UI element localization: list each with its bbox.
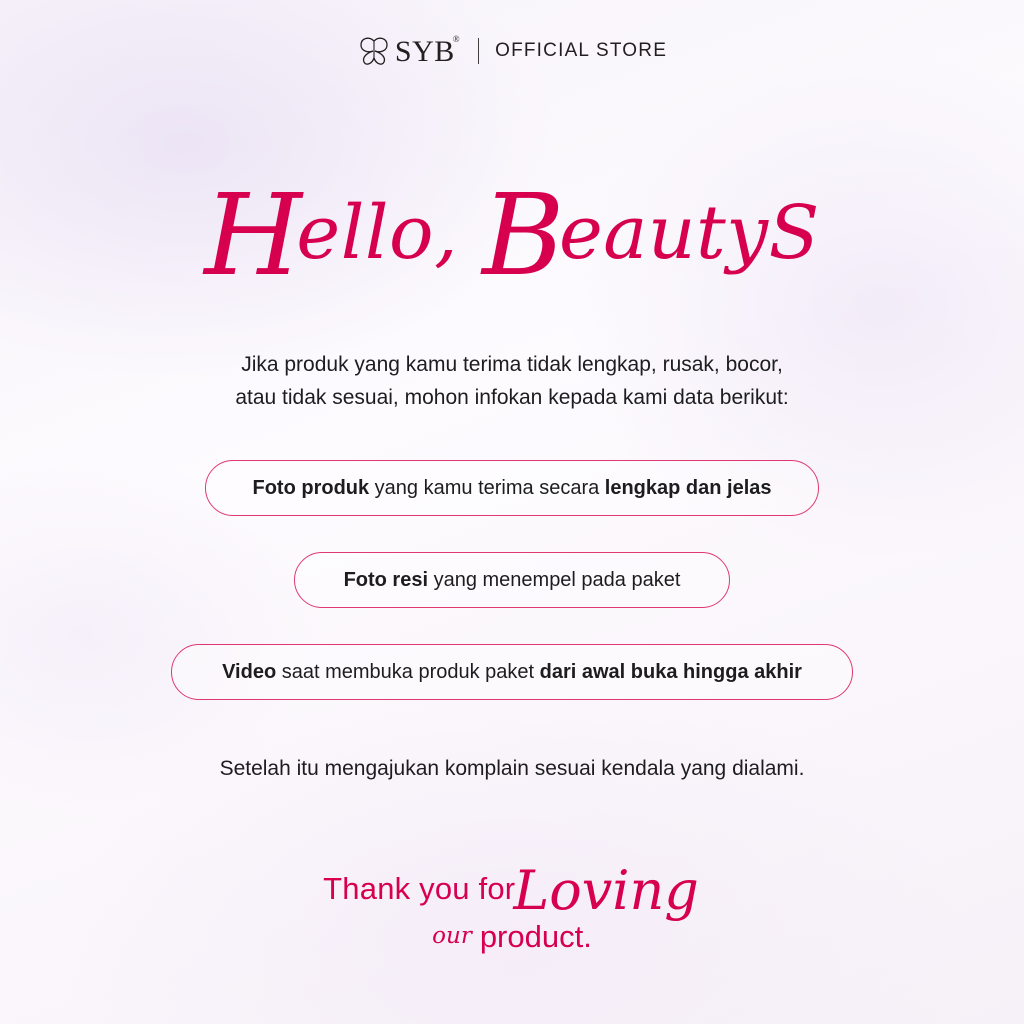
brand-header bbox=[0, 34, 1024, 68]
registered-mark: ® bbox=[452, 34, 461, 44]
thank-you-line-2 bbox=[0, 919, 1024, 955]
requirement-list bbox=[0, 460, 1024, 700]
pill-1-bold-tail: lengkap dan jelas bbox=[604, 477, 772, 499]
pill-2-bold-lead: Foto resi bbox=[343, 569, 429, 591]
page-title bbox=[0, 171, 1024, 301]
requirement-pill-foto-produk bbox=[205, 460, 819, 516]
pill-3-middle: saat membuka produk paket bbox=[276, 661, 540, 683]
brand-divider bbox=[478, 38, 479, 64]
syb-butterfly-logo-icon bbox=[357, 34, 391, 68]
pill-2-middle: yang menempel pada paket bbox=[428, 569, 681, 591]
pill-1-bold-lead: Foto produk bbox=[252, 477, 370, 499]
requirement-row-2 bbox=[0, 516, 1024, 608]
intro-paragraph bbox=[132, 348, 892, 414]
requirement-pill-foto-resi bbox=[294, 552, 730, 608]
requirement-pill-video bbox=[171, 644, 853, 700]
headline-cap-b: B bbox=[482, 171, 565, 301]
brand-lockup bbox=[357, 34, 462, 68]
intro-line-2: atau tidak sesuai, mohon infokan kepada kami data berikut: bbox=[235, 386, 789, 409]
thank-you-product: product. bbox=[479, 919, 592, 954]
intro-line-1: Jika produk yang kamu terima tidak lengkap, rusak, bocor, bbox=[241, 353, 783, 376]
thank-you-our: our bbox=[432, 923, 472, 949]
requirement-row-3 bbox=[0, 608, 1024, 700]
thank-you-script-word: Loving bbox=[513, 859, 699, 922]
requirement-row-1 bbox=[0, 460, 1024, 516]
headline-cap-h: H bbox=[204, 171, 303, 301]
headline-part2: eautyS bbox=[558, 190, 820, 276]
pill-3-bold-tail: dari awal buka hingga akhir bbox=[539, 661, 802, 683]
closing-note: Setelah itu mengajukan komplain sesuai kendala yang dialami. bbox=[219, 757, 805, 780]
thank-you-block bbox=[0, 859, 1024, 955]
pill-1-middle: yang kamu terima secara bbox=[369, 477, 605, 499]
thank-you-line-1 bbox=[0, 859, 1024, 922]
official-store-label: OFFICIAL STORE bbox=[495, 40, 668, 61]
brand-name-text: SYB bbox=[394, 35, 455, 68]
thank-you-text: Thank you for bbox=[323, 871, 516, 906]
pill-3-bold-lead: Video bbox=[222, 661, 277, 683]
headline-part1: ello, bbox=[296, 190, 459, 276]
brand-name bbox=[395, 35, 462, 69]
